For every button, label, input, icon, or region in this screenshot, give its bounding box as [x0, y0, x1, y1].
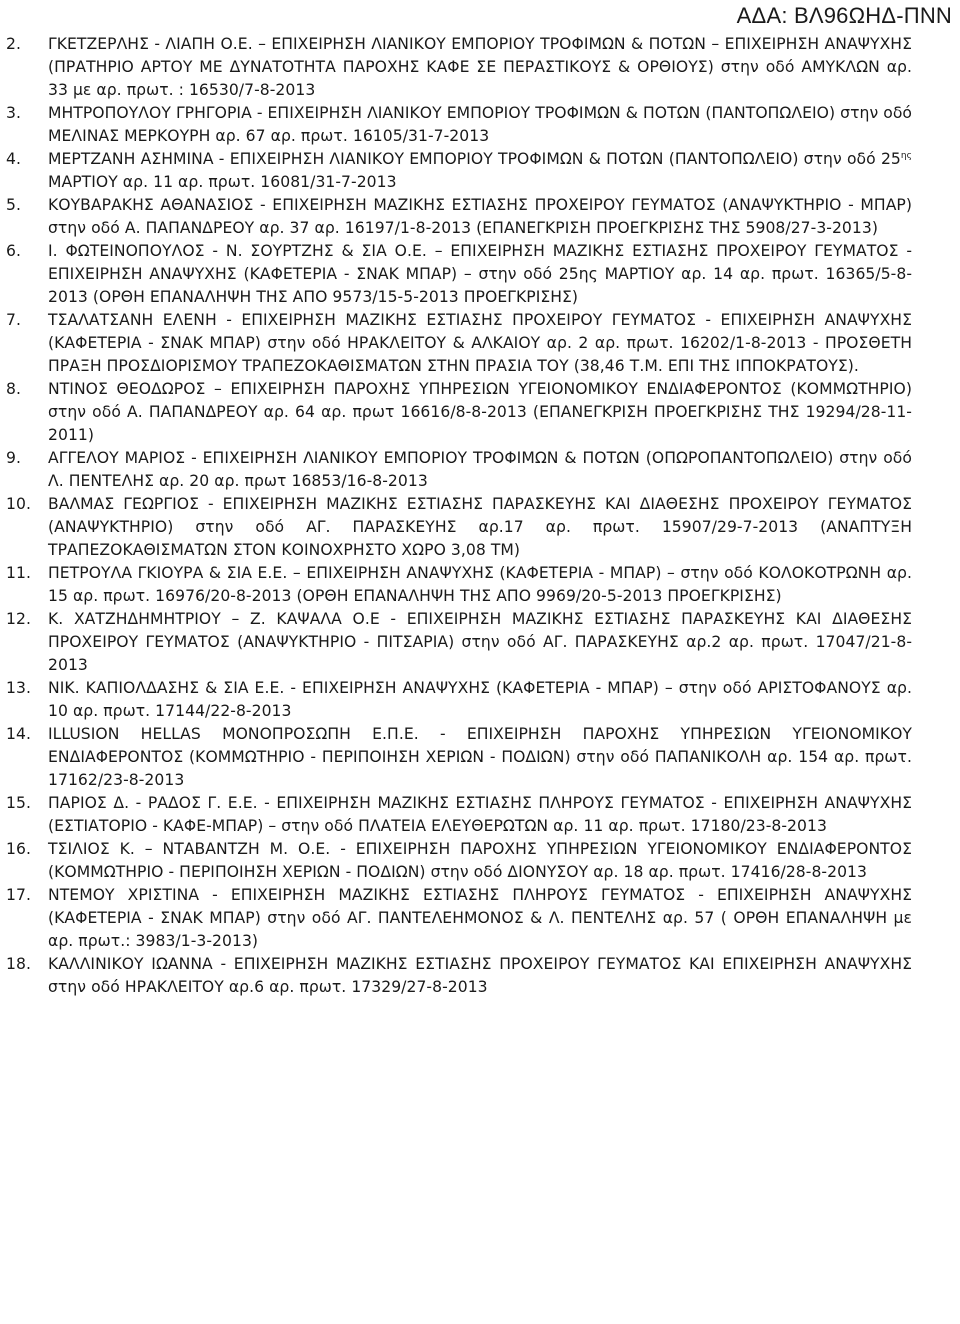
item-text: Κ. ΧΑΤΖΗΔΗΜΗΤΡΙΟΥ – Ζ. ΚΑΨΑΛΑ Ο.Ε - ΕΠΙΧΕΙΡΗΣΗ ΜΑΖΙΚΗΣ ΕΣΤΙΑΣΗΣ ΠΑΡΑΣΚΕΥΗΣ ΚΑΙ ΔΙΑΘΕΣΗΣ ΠΡΟΧΕΙΡΟΥ ΓΕΥΜΑΤΟΣ (ΑΝΑΨΥΚΤΗΡΙΟ - ΠΙΤΣΑΡΙΑ) στην οδό ΑΓ. ΠΑΡΑΣΚΕΥΗΣ αρ.2 αρ. πρωτ. 17047/21-8-2013 — [48, 610, 912, 674]
list-item — [6, 608, 912, 677]
list-item — [6, 562, 912, 608]
list-item — [6, 953, 912, 999]
list-item — [6, 309, 912, 378]
list-item — [6, 102, 912, 148]
item-number: 15. — [6, 794, 31, 812]
item-text — [48, 148, 912, 194]
item-number: 4. — [6, 150, 21, 168]
item-text: ΤΣΙΛΙΟΣ Κ. – ΝΤΑΒΑΝΤΖΗ Μ. Ο.Ε. - ΕΠΙΧΕΙΡΗΣΗ ΠΑΡΟΧΗΣ ΥΠΗΡΕΣΙΩΝ ΥΓΕΙΟΝΟΜΙΚΟΥ ΕΝΔΙΑΦΕΡΟΝΤΟΣ (ΚΟΜΜΩΤΗΡΙΟ - ΠΕΡΙΠΟΙΗΣΗ ΧΕΡΙΩΝ - ΠΟΔΙΩΝ) στην οδό ΔΙΟΝΥΣΟΥ αρ. 18 αρ. πρωτ. 17416/28-8-2013 — [48, 840, 912, 881]
list-item — [6, 838, 912, 884]
item-number: 6. — [6, 242, 21, 260]
item-text: ΒΑΛΜΑΣ ΓΕΩΡΓΙΟΣ - ΕΠΙΧΕΙΡΗΣΗ ΜΑΖΙΚΗΣ ΕΣΤΙΑΣΗΣ ΠΑΡΑΣΚΕΥΗΣ ΚΑΙ ΔΙΑΘΕΣΗΣ ΠΡΟΧΕΙΡΟΥ ΓΕΥΜΑΤΟΣ (ΑΝΑΨΥΚΤΗΡΙΟ) στην οδό ΑΓ. ΠΑΡΑΣΚΕΥΗΣ αρ.17 αρ. πρωτ. 15907/29-7-2013 (ΑΝΑΠΤΥΞΗ ΤΡΑΠΕΖΟΚΑΘΙΣΜΑΤΩΝ ΣΤΟΝ ΚΟΙΝΟΧΡΗΣΤΟ ΧΩΡΟ 3,08 ΤΜ) — [48, 495, 912, 559]
item-text: Ι. ΦΩΤΕΙΝΟΠΟΥΛΟΣ - Ν. ΣΟΥΡΤΖΗΣ & ΣΙΑ Ο.Ε. – ΕΠΙΧΕΙΡΗΣΗ ΜΑΖΙΚΗΣ ΕΣΤΙΑΣΗΣ ΠΡΟΧΕΙΡΟΥ ΓΕΥΜΑΤΟΣ - ΕΠΙΧΕΙΡΗΣΗ ΑΝΑΨΥΧΗΣ (ΚΑΦΕΤΕΡΙΑ - ΣΝΑΚ ΜΠΑΡ) – στην οδό 25ης ΜΑΡΤΙΟΥ αρ. 14 αρ. πρωτ. 16365/5-8-2013 (ΟΡΘΗ ΕΠΑΝΑΛΗΨΗ ΤΗΣ ΑΠΟ 9573/15-5-2013 ΠΡΟΕΓΚΡΙΣΗΣ) — [48, 242, 912, 306]
list-item — [6, 723, 912, 792]
list-item — [6, 240, 912, 309]
list-item — [6, 447, 912, 493]
item-text: ΝΤΙΝΟΣ ΘΕΟΔΩΡΟΣ – ΕΠΙΧΕΙΡΗΣΗ ΠΑΡΟΧΗΣ ΥΠΗΡΕΣΙΩΝ ΥΓΕΙΟΝΟΜΙΚΟΥ ΕΝΔΙΑΦΕΡΟΝΤΟΣ (ΚΟΜΜΩΤΗΡΙΟ) στην οδό Α. ΠΑΠΑΝΔΡΕΟΥ αρ. 64 αρ. πρωτ 16616/8-8-2013 (ΕΠΑΝΕΓΚΡΙΣΗ ΠΡΟΕΓΚΡΙΣΗΣ ΤΗΣ 19294/28-11-2011) — [48, 380, 912, 444]
item-number: 14. — [6, 725, 31, 743]
list-item — [6, 884, 912, 953]
item-number: 17. — [6, 886, 31, 904]
item-number: 9. — [6, 449, 21, 467]
item-text: ΜΗΤΡΟΠΟΥΛΟΥ ΓΡΗΓΟΡΙΑ - ΕΠΙΧΕΙΡΗΣΗ ΛΙΑΝΙΚΟΥ ΕΜΠΟΡΙΟΥ ΤΡΟΦΙΜΩΝ & ΠΟΤΩΝ (ΠΑΝΤΟΠΩΛΕΙΟ) στην οδό ΜΕΛΙΝΑΣ ΜΕΡΚΟΥΡΗ αρ. 67 αρ. πρωτ. 16105/31-7-2013 — [48, 104, 912, 145]
item-number: 13. — [6, 679, 31, 697]
ordinal-superscript: ης — [900, 151, 912, 161]
item-number: 11. — [6, 564, 31, 582]
item-text: ΝΤΕΜΟΥ ΧΡΙΣΤΙΝΑ - ΕΠΙΧΕΙΡΗΣΗ ΜΑΖΙΚΗΣ ΕΣΤΙΑΣΗΣ ΠΛΗΡΟΥΣ ΓΕΥΜΑΤΟΣ - ΕΠΙΧΕΙΡΗΣΗ ΑΝΑΨΥΧΗΣ (ΚΑΦΕΤΕΡΙΑ - ΣΝΑΚ ΜΠΑΡ) στην οδό ΑΓ. ΠΑΝΤΕΛΕΗΜΟΝΟΣ & Λ. ΠΕΝΤΕΛΗΣ αρ. 57 ( ΟΡΘΗ ΕΠΑΝΑΛΗΨΗ με αρ. πρωτ.: 3983/1-3-2013) — [48, 886, 912, 950]
list-item — [6, 677, 912, 723]
list-item — [6, 148, 912, 194]
item-text: ΚΟΥΒΑΡΑΚΗΣ ΑΘΑΝΑΣΙΟΣ - ΕΠΙΧΕΙΡΗΣΗ ΜΑΖΙΚΗΣ ΕΣΤΙΑΣΗΣ ΠΡΟΧΕΙΡΟΥ ΓΕΥΜΑΤΟΣ (ΑΝΑΨΥΚΤΗΡΙΟ - ΜΠΑΡ) στην οδό Α. ΠΑΠΑΝΔΡΕΟΥ αρ. 37 αρ. 16197/1-8-2013 (ΕΠΑΝΕΓΚΡΙΣΗ ΠΡΟΕΓΚΡΙΣΗΣ ΤΗΣ 5908/27-3-2013) — [48, 196, 912, 237]
item-number: 3. — [6, 104, 21, 122]
item-number: 8. — [6, 380, 21, 398]
list-item — [6, 33, 912, 102]
list-item — [6, 493, 912, 562]
item-text: ΠΕΤΡΟΥΛΑ ΓΚΙΟΥΡΑ & ΣΙΑ Ε.Ε. – ΕΠΙΧΕΙΡΗΣΗ ΑΝΑΨΥΧΗΣ (ΚΑΦΕΤΕΡΙΑ - ΜΠΑΡ) – στην οδό ΚΟΛΟΚΟΤΡΩΝΗ αρ. 15 αρ. πρωτ. 16976/20-8-2013 (ΟΡΘΗ ΕΠΑΝΑΛΗΨΗ ΤΗΣ ΑΠΟ 9969/20-5-2013 ΠΡΟΕΓΚΡΙΣΗΣ) — [48, 564, 912, 605]
item-number: 7. — [6, 311, 21, 329]
approval-list — [6, 33, 912, 999]
list-item — [6, 792, 912, 838]
item-text: ΚΑΛΛΙΝΙΚΟΥ ΙΩΑΝΝΑ - ΕΠΙΧΕΙΡΗΣΗ ΜΑΖΙΚΗΣ ΕΣΤΙΑΣΗΣ ΠΡΟΧΕΙΡΟΥ ΓΕΥΜΑΤΟΣ ΚΑΙ ΕΠΙΧΕΙΡΗΣΗ ΑΝΑΨΥΧΗΣ στην οδό ΗΡΑΚΛΕΙΤΟΥ αρ.6 αρ. πρωτ. 17329/27-8-2013 — [48, 955, 912, 996]
item-number: 18. — [6, 955, 31, 973]
item-text-part: ΜΕΡΤΖΑΝΗ ΑΣΗΜΙΝΑ - ΕΠΙΧΕΙΡΗΣΗ ΛΙΑΝΙΚΟΥ ΕΜΠΟΡΙΟΥ ΤΡΟΦΙΜΩΝ & ΠΟΤΩΝ (ΠΑΝΤΟΠΩΛΕΙΟ) στην οδό 25 — [48, 150, 901, 168]
list-item — [6, 194, 912, 240]
item-text: ΝΙΚ. ΚΑΠΙΟΛΔΑΣΗΣ & ΣΙΑ Ε.Ε. - ΕΠΙΧΕΙΡΗΣΗ ΑΝΑΨΥΧΗΣ (ΚΑΦΕΤΕΡΙΑ - ΜΠΑΡ) – στην οδό ΑΡΙΣΤΟΦΑΝΟΥΣ αρ. 10 αρ. πρωτ. 17144/22-8-2013 — [48, 679, 912, 720]
item-number: 16. — [6, 840, 31, 858]
item-text: ΓΚΕΤΖΕΡΛΗΣ - ΛΙΑΠΗ Ο.Ε. – ΕΠΙΧΕΙΡΗΣΗ ΛΙΑΝΙΚΟΥ ΕΜΠΟΡΙΟΥ ΤΡΟΦΙΜΩΝ & ΠΟΤΩΝ – ΕΠΙΧΕΙΡΗΣΗ ΑΝΑΨΥΧΗΣ (ΠΡΑΤΗΡΙΟ ΑΡΤΟΥ ΜΕ ΔΥΝΑΤΟΤΗΤΑ ΠΑΡΟΧΗΣ ΚΑΦΕ ΣΕ ΠΕΡΑΣΤΙΚΟΥΣ & ΟΡΘΙΟΥΣ) στην οδό ΑΜΥΚΛΩΝ αρ. 33 με αρ. πρωτ. : 16530/7-8-2013 — [48, 35, 912, 99]
item-text: ΑΓΓΕΛΟΥ ΜΑΡΙΟΣ - ΕΠΙΧΕΙΡΗΣΗ ΛΙΑΝΙΚΟΥ ΕΜΠΟΡΙΟΥ ΤΡΟΦΙΜΩΝ & ΠΟΤΩΝ (ΟΠΩΡΟΠΑΝΤΟΠΩΛΕΙΟ) στην οδό Λ. ΠΕΝΤΕΛΗΣ αρ. 20 αρ. πρωτ 16853/16-8-2013 — [48, 449, 912, 490]
item-text: ΠΑΡΙΟΣ Δ. - ΡΑΔΟΣ Γ. Ε.Ε. - ΕΠΙΧΕΙΡΗΣΗ ΜΑΖΙΚΗΣ ΕΣΤΙΑΣΗΣ ΠΛΗΡΟΥΣ ΓΕΥΜΑΤΟΣ - ΕΠΙΧΕΙΡΗΣΗ ΑΝΑΨΥΧΗΣ (ΕΣΤΙΑΤΟΡΙΟ - ΚΑΦΕ-ΜΠΑΡ) – στην οδό ΠΛΑΤΕΙΑ ΕΛΕΥΘΕΡΩΤΩΝ αρ. 11 αρ. πρωτ. 17180/23-8-2013 — [48, 794, 912, 835]
ada-code: ΑΔΑ: ΒΛ96ΩΗΔ-ΠΝΝ — [736, 3, 952, 28]
item-number: 12. — [6, 610, 31, 628]
item-text-part: ΜΑΡΤΙΟΥ αρ. 11 αρ. πρωτ. 16081/31-7-2013 — [48, 173, 397, 191]
item-text: ΤΣΑΛΑΤΣΑΝΗ ΕΛΕΝΗ - ΕΠΙΧΕΙΡΗΣΗ ΜΑΖΙΚΗΣ ΕΣΤΙΑΣΗΣ ΠΡΟΧΕΙΡΟΥ ΓΕΥΜΑΤΟΣ - ΕΠΙΧΕΙΡΗΣΗ ΑΝΑΨΥΧΗΣ (ΚΑΦΕΤΕΡΙΑ - ΣΝΑΚ ΜΠΑΡ) στην οδό ΗΡΑΚΛΕΙΤΟΥ & ΑΛΚΑΙΟΥ αρ. 2 αρ. πρωτ. 16202/1-8-2013 - ΠΡΟΣΘΕΤΗ ΠΡΑΞΗ ΠΡΟΣΔΙΟΡΙΣΜΟΥ ΤΡΑΠΕΖΟΚΑΘΙΣΜΑΤΩΝ ΣΤΗΝ ΠΡΑΣΙΑ ΤΟΥ (38,46 Τ.Μ. ΕΠΙ ΤΗΣ ΙΠΠΟΚΡΑΤΟΥΣ). — [48, 311, 912, 375]
list-item — [6, 378, 912, 447]
item-text: ILLUSION HELLAS ΜΟΝΟΠΡΟΣΩΠΗ Ε.Π.Ε. - ΕΠΙΧΕΙΡΗΣΗ ΠΑΡΟΧΗΣ ΥΠΗΡΕΣΙΩΝ ΥΓΕΙΟΝΟΜΙΚΟΥ ΕΝΔΙΑΦΕΡΟΝΤΟΣ (ΚΟΜΜΩΤΗΡΙΟ - ΠΕΡΙΠΟΙΗΣΗ ΧΕΡΙΩΝ - ΠΟΔΙΩΝ) στην οδό ΠΑΠΑΝΙΚΟΛΗ αρ. 154 αρ. πρωτ. 17162/23-8-2013 — [48, 725, 912, 789]
item-number: 2. — [6, 35, 21, 53]
item-number: 5. — [6, 196, 21, 214]
item-number: 10. — [6, 495, 31, 513]
